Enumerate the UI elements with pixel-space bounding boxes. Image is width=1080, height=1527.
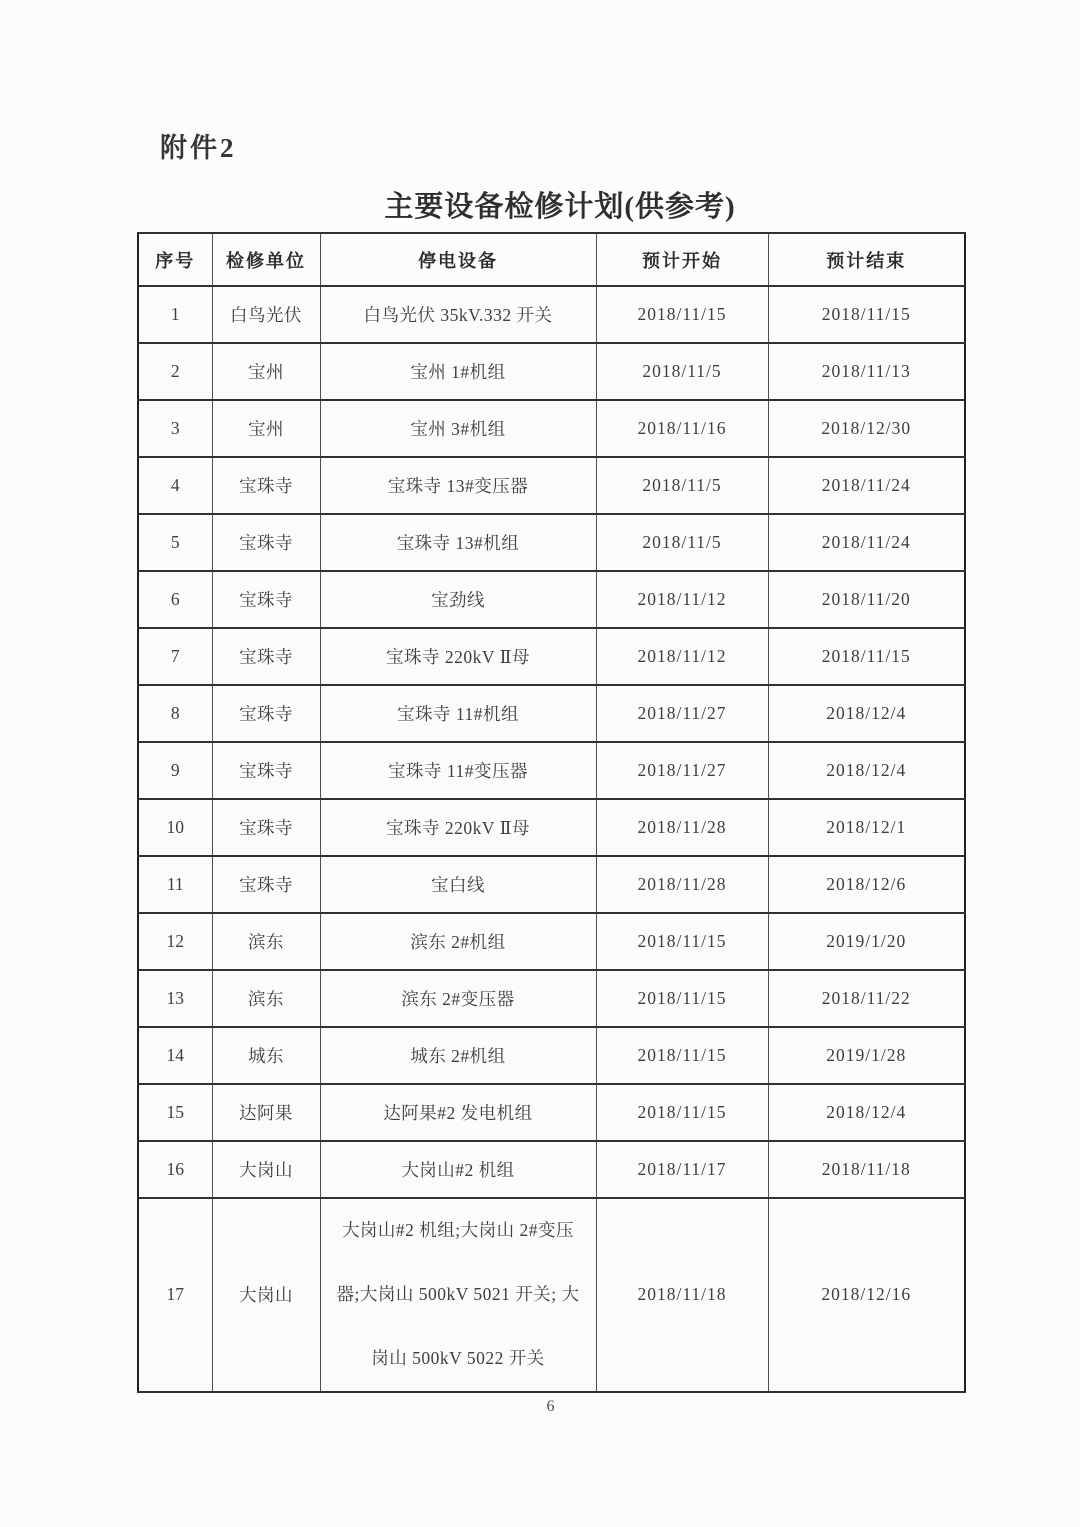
cell-start-date: 2018/11/5 bbox=[596, 457, 768, 514]
cell-start-date: 2018/11/12 bbox=[596, 628, 768, 685]
attachment-label: 附件2 bbox=[160, 133, 237, 163]
cell-start-date: 2018/11/28 bbox=[596, 856, 768, 913]
cell-start-date: 2018/11/18 bbox=[596, 1198, 768, 1392]
cell-unit: 宝珠寺 bbox=[212, 457, 320, 514]
cell-unit: 宝珠寺 bbox=[212, 856, 320, 913]
cell-seq: 11 bbox=[138, 856, 212, 913]
cell-equipment: 宝珠寺 11#变压器 bbox=[320, 742, 596, 799]
table-row bbox=[138, 286, 965, 343]
table-row bbox=[138, 1198, 965, 1392]
cell-equipment: 宝珠寺 13#机组 bbox=[320, 514, 596, 571]
cell-end-date: 2018/11/22 bbox=[768, 970, 965, 1027]
cell-unit: 宝珠寺 bbox=[212, 571, 320, 628]
cell-start-date: 2018/11/15 bbox=[596, 913, 768, 970]
cell-unit: 滨东 bbox=[212, 970, 320, 1027]
cell-equipment: 宝劲线 bbox=[320, 571, 596, 628]
cell-unit: 大岗山 bbox=[212, 1141, 320, 1198]
cell-seq: 3 bbox=[138, 400, 212, 457]
page-title: 主要设备检修计划(供参考) bbox=[384, 191, 736, 223]
cell-seq: 10 bbox=[138, 799, 212, 856]
cell-equipment: 宝珠寺 220kV Ⅱ母 bbox=[320, 628, 596, 685]
table-row bbox=[138, 571, 965, 628]
cell-unit: 宝珠寺 bbox=[212, 742, 320, 799]
cell-start-date: 2018/11/17 bbox=[596, 1141, 768, 1198]
cell-end-date: 2018/11/15 bbox=[768, 628, 965, 685]
cell-start-date: 2018/11/15 bbox=[596, 286, 768, 343]
cell-unit: 达阿果 bbox=[212, 1084, 320, 1141]
cell-end-date: 2018/11/15 bbox=[768, 286, 965, 343]
maintenance-schedule-table bbox=[137, 232, 966, 1393]
header-unit: 检修单位 bbox=[212, 233, 320, 286]
cell-seq: 15 bbox=[138, 1084, 212, 1141]
cell-equipment: 宝珠寺 11#机组 bbox=[320, 685, 596, 742]
table-row bbox=[138, 856, 965, 913]
table-row bbox=[138, 628, 965, 685]
header-seq: 序号 bbox=[138, 233, 212, 286]
cell-seq: 5 bbox=[138, 514, 212, 571]
cell-seq: 9 bbox=[138, 742, 212, 799]
cell-start-date: 2018/11/15 bbox=[596, 1027, 768, 1084]
cell-seq: 6 bbox=[138, 571, 212, 628]
cell-start-date: 2018/11/15 bbox=[596, 1084, 768, 1141]
cell-equipment: 宝州 1#机组 bbox=[320, 343, 596, 400]
cell-seq: 4 bbox=[138, 457, 212, 514]
cell-end-date: 2019/1/20 bbox=[768, 913, 965, 970]
cell-unit: 宝珠寺 bbox=[212, 685, 320, 742]
cell-equipment: 白鸟光伏 35kV.332 开关 bbox=[320, 286, 596, 343]
cell-start-date: 2018/11/5 bbox=[596, 514, 768, 571]
cell-unit: 大岗山 bbox=[212, 1198, 320, 1392]
cell-end-date: 2018/12/4 bbox=[768, 1084, 965, 1141]
cell-end-date: 2018/12/16 bbox=[768, 1198, 965, 1392]
cell-end-date: 2018/12/4 bbox=[768, 742, 965, 799]
cell-unit: 宝州 bbox=[212, 400, 320, 457]
cell-start-date: 2018/11/27 bbox=[596, 742, 768, 799]
cell-unit: 宝珠寺 bbox=[212, 514, 320, 571]
cell-seq: 13 bbox=[138, 970, 212, 1027]
cell-seq: 1 bbox=[138, 286, 212, 343]
cell-seq: 2 bbox=[138, 343, 212, 400]
cell-start-date: 2018/11/5 bbox=[596, 343, 768, 400]
cell-end-date: 2019/1/28 bbox=[768, 1027, 965, 1084]
table-header-row bbox=[138, 233, 965, 286]
cell-start-date: 2018/11/15 bbox=[596, 970, 768, 1027]
cell-unit: 宝州 bbox=[212, 343, 320, 400]
table-row bbox=[138, 970, 965, 1027]
header-equipment: 停电设备 bbox=[320, 233, 596, 286]
table-row bbox=[138, 400, 965, 457]
cell-equipment: 滨东 2#变压器 bbox=[320, 970, 596, 1027]
cell-start-date: 2018/11/12 bbox=[596, 571, 768, 628]
cell-equipment: 大岗山#2 机组;大岗山 2#变压器;大岗山 500kV 5021 开关; 大岗山 500kV 5022 开关 bbox=[320, 1198, 596, 1392]
table-row bbox=[138, 742, 965, 799]
table-row bbox=[138, 1027, 965, 1084]
table-row bbox=[138, 514, 965, 571]
table-row bbox=[138, 685, 965, 742]
cell-end-date: 2018/12/6 bbox=[768, 856, 965, 913]
cell-equipment: 达阿果#2 发电机组 bbox=[320, 1084, 596, 1141]
cell-equipment: 宝州 3#机组 bbox=[320, 400, 596, 457]
table-row bbox=[138, 799, 965, 856]
cell-end-date: 2018/11/13 bbox=[768, 343, 965, 400]
cell-seq: 8 bbox=[138, 685, 212, 742]
header-start-date: 预计开始 bbox=[596, 233, 768, 286]
table-row bbox=[138, 457, 965, 514]
cell-start-date: 2018/11/16 bbox=[596, 400, 768, 457]
cell-end-date: 2018/11/18 bbox=[768, 1141, 965, 1198]
table-row bbox=[138, 913, 965, 970]
cell-seq: 14 bbox=[138, 1027, 212, 1084]
cell-end-date: 2018/11/20 bbox=[768, 571, 965, 628]
cell-equipment: 宝白线 bbox=[320, 856, 596, 913]
cell-end-date: 2018/12/1 bbox=[768, 799, 965, 856]
cell-equipment: 宝珠寺 13#变压器 bbox=[320, 457, 596, 514]
cell-unit: 城东 bbox=[212, 1027, 320, 1084]
table-row bbox=[138, 343, 965, 400]
cell-unit: 宝珠寺 bbox=[212, 799, 320, 856]
table-row bbox=[138, 1084, 965, 1141]
cell-end-date: 2018/11/24 bbox=[768, 514, 965, 571]
cell-start-date: 2018/11/27 bbox=[596, 685, 768, 742]
cell-seq: 17 bbox=[138, 1198, 212, 1392]
cell-equipment: 大岗山#2 机组 bbox=[320, 1141, 596, 1198]
table-row bbox=[138, 1141, 965, 1198]
cell-seq: 16 bbox=[138, 1141, 212, 1198]
cell-equipment: 城东 2#机组 bbox=[320, 1027, 596, 1084]
cell-end-date: 2018/11/24 bbox=[768, 457, 965, 514]
cell-start-date: 2018/11/28 bbox=[596, 799, 768, 856]
cell-seq: 7 bbox=[138, 628, 212, 685]
cell-unit: 滨东 bbox=[212, 913, 320, 970]
header-end-date: 预计结束 bbox=[768, 233, 965, 286]
page-number: 6 bbox=[546, 1398, 555, 1415]
cell-end-date: 2018/12/30 bbox=[768, 400, 965, 457]
cell-unit: 宝珠寺 bbox=[212, 628, 320, 685]
cell-unit: 白鸟光伏 bbox=[212, 286, 320, 343]
cell-seq: 12 bbox=[138, 913, 212, 970]
cell-equipment: 滨东 2#机组 bbox=[320, 913, 596, 970]
cell-end-date: 2018/12/4 bbox=[768, 685, 965, 742]
cell-equipment: 宝珠寺 220kV Ⅱ母 bbox=[320, 799, 596, 856]
